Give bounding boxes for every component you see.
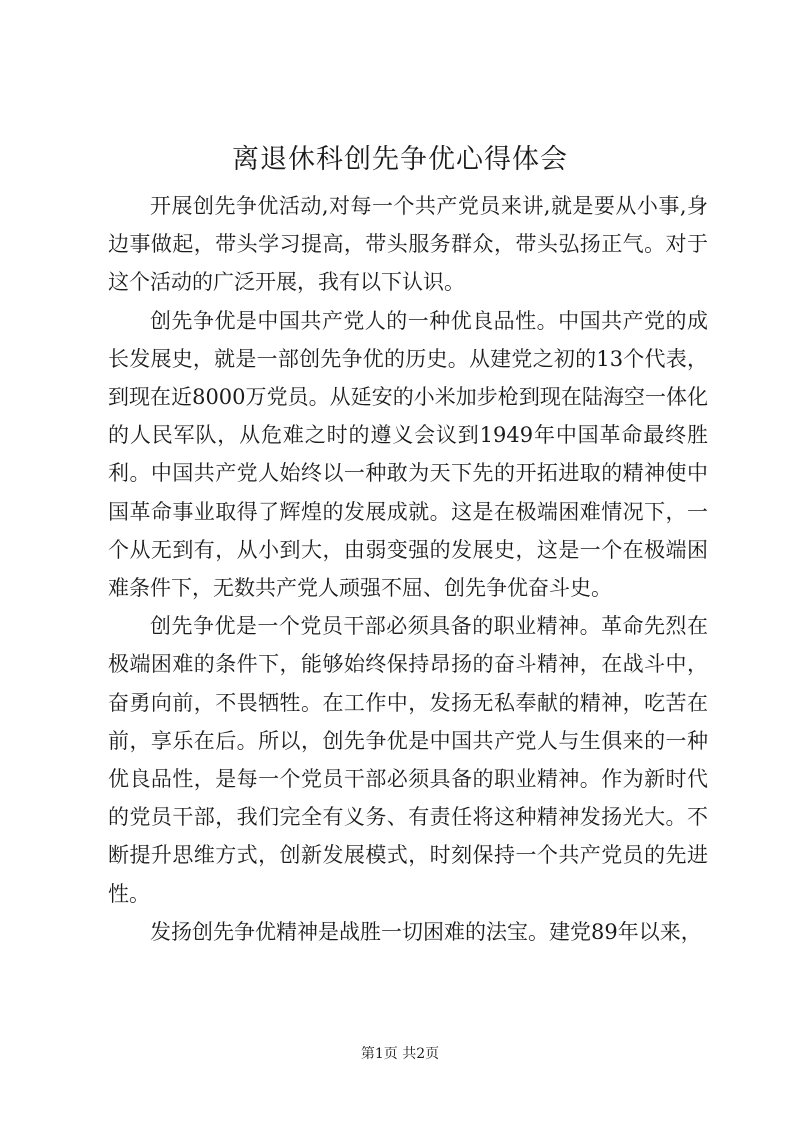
document-body [108,187,708,951]
paragraph-4: 发扬创先争优精神是战胜一切困难的法宝。建党89年以来， [150,919,702,944]
document-title: 离退休科创先争优心得体会 [232,144,568,175]
paragraph-2: 创先争优是中国共产党人的一种优良品性。中国共产党的成长发展史，就是一部创先争优的历史。从建党之初的13个代表，到现在近8000万党员。从延安的小米加步枪到现在陆海空一体化的人民军队，从危难之时的遵义会议到1949年中国革命最终胜利。中国共产党人始终以一种敢为天下先的开拓进取的精神使中国革命事业取得了辉煌的发展成就。这是在极端困难情况下，一个从无到有，从小到大，由弱变强的发展史，这是一个在极端困难条件下，无数共产党人顽强不屈、创先争优奋斗史。 [108,308,708,601]
paragraph-1: 开展创先争优活动,对每一个共产党员来讲,就是要从小事,身边事做起，带头学习提高，带头服务群众，带头弘扬正气。对于这个活动的广泛开展，我有以下认识。 [108,194,708,295]
paragraph-3: 创先争优是一个党员干部必须具备的职业精神。革命先烈在极端困难的条件下，能够始终保持昂扬的奋斗精神，在战斗中，奋勇向前，不畏牺牲。在工作中，发扬无私奉献的精神，吃苦在前，享乐在后。所以，创先争优是中国共产党人与生俱来的一种优良品性，是每一个党员干部必须具备的职业精神。作为新时代的党员干部，我们完全有义务、有责任将这种精神发扬光大。不断提升思维方式，创新发展模式，时刻保持一个共产党员的先进性。 [108,614,708,906]
page-footer: 第1页 共2页 [360,1046,440,1062]
